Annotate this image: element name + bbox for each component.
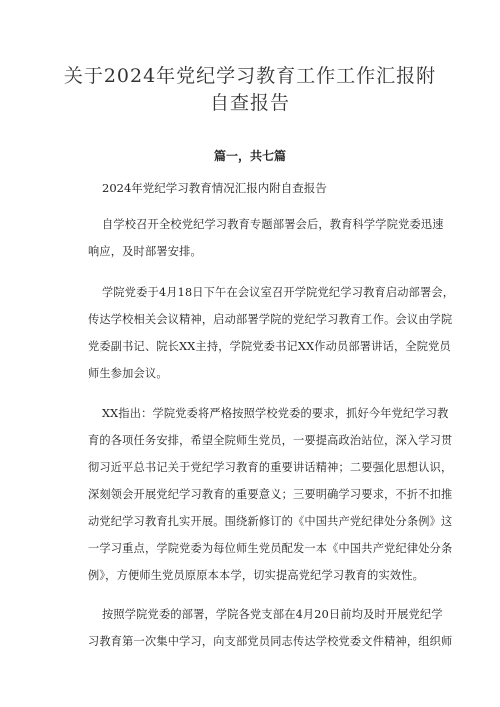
paragraph-3-line-1: XX指出：学院党委将严格按照学校党委的要求，抓好今年党纪学习教 [102,407,449,420]
paragraph-3-line-4: 深刻领会开展党纪学习教育的重要意义；三要明确学习要求，不折不扣推 [88,488,453,501]
paragraph-4-line-1: 按照学院党委的部署，学院各党支部在4月20日前均及时开展党纪学 [102,608,443,621]
paragraph-2-line-3: 党委副书记、院长XX主持，学院党委书记XX作动员部署讲话，全院党员 [88,340,451,353]
paragraph-2-line-1: 学院党委于4月18日下午在会议室召开学院党纪学习教育启动部署会， [102,286,455,299]
paragraph-3-line-7: 例》，方便师生党员原原本本学，切实提高党纪学习教育的实效性。 [88,569,425,582]
paragraph-2-line-2: 传达学校相关会议精神，启动部署学院的党纪学习教育工作。会议由学院 [88,313,453,326]
paragraph-2-line-4: 师生参加会议。 [88,367,168,380]
paragraph-3-line-5: 动党纪学习教育扎实开展。围绕新修订的《中国共产党纪律处分条例》这 [88,515,453,528]
paragraph-3-line-2: 育的各项任务安排，希望全院师生党员，一要提高政治站位，深入学习贯 [88,434,453,447]
document-title-line-1: 关于2024年党纪学习教育工作工作汇报附 [63,65,437,87]
paragraph-1-line-1: 自学校召开全校党纪学习教育专题部署会后，教育科学学院党委迅速 [102,218,444,231]
paragraph-1-line-2: 响应，及时部署安排。 [88,245,202,258]
document-title-line-2: 自查报告 [209,92,290,114]
paragraph-3-line-3: 彻习近平总书记关于党纪学习教育的重要讲话精神；二要强化思想认识， [88,461,453,474]
paragraph-4-line-2: 习教育第一次集中学习，向支部党员同志传达学校党委文件精神，组织师 [88,635,453,648]
paragraph-3-line-6: 一学习重点，学院党委为每位师生党员配发一本《中国共产党纪律处分条 [88,542,453,555]
section-subtitle: 篇一，共七篇 [213,149,286,163]
section-heading: 2024年党纪学习教育情况汇报内附自查报告 [102,181,327,195]
